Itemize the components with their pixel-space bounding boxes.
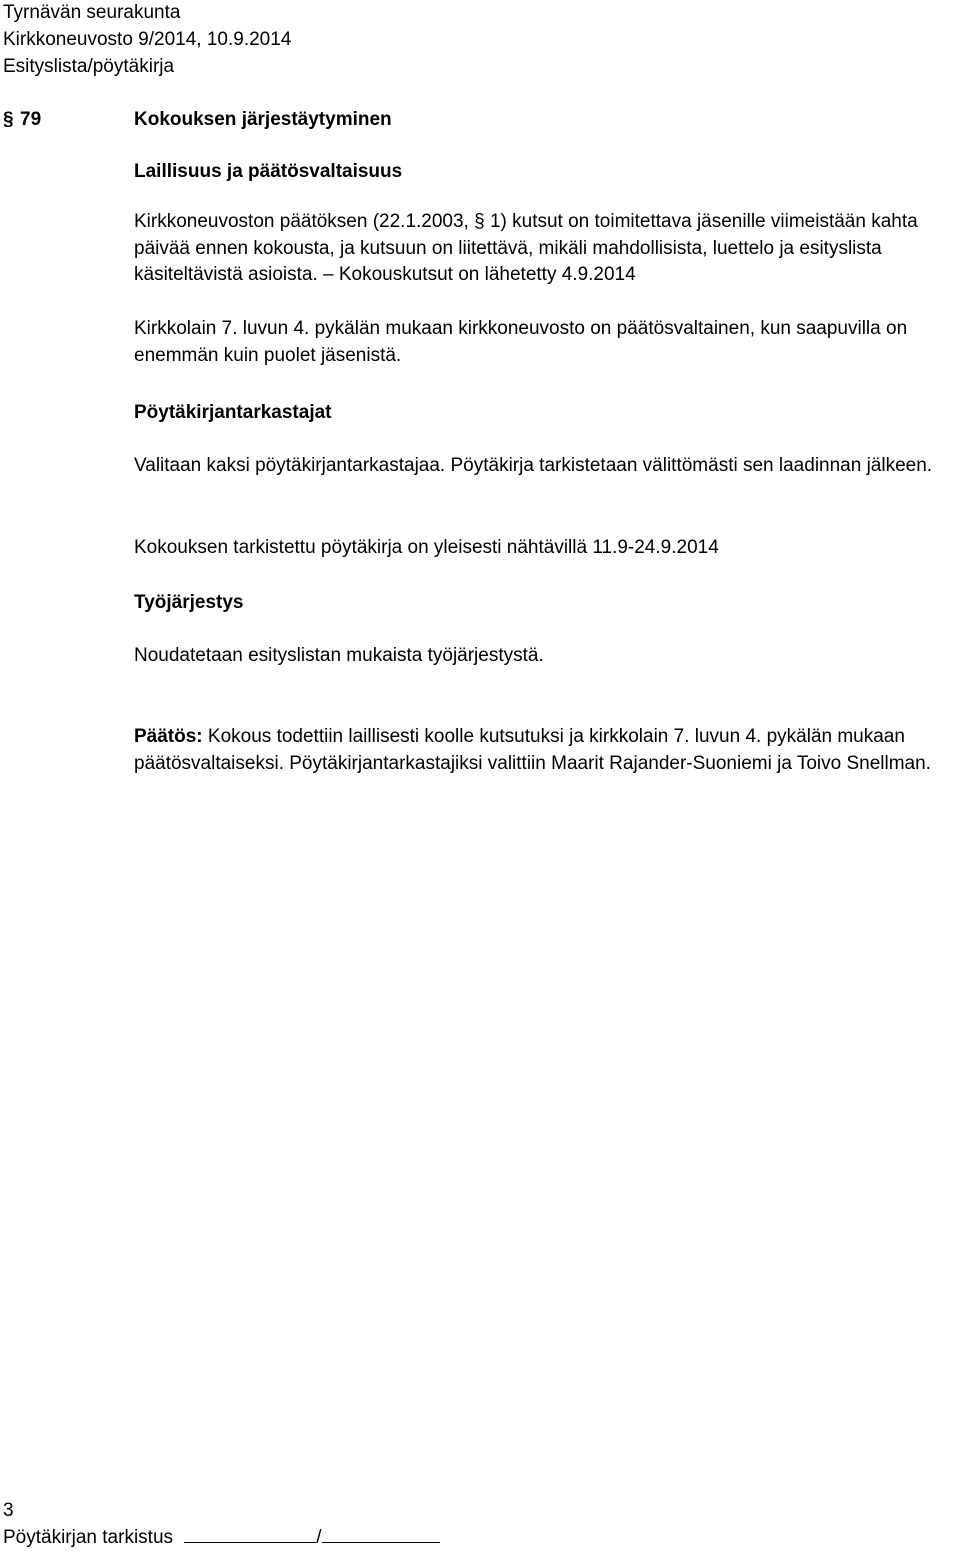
legality-paragraph-1: Kirkkoneuvoston päätöksen (22.1.2003, § 1) kutsut on toimitettava jäsenille viimeistään kahta päivää ennen kokousta, ja kutsuun on liitettävä, mikäli mahdollisista, luettelo ja esityslista käsiteltävistä asioista. – Kokouskutsut on lähetetty 4.9.2014	[134, 211, 918, 285]
meeting-info: Kirkkoneuvosto 9/2014, 10.9.2014	[3, 29, 292, 50]
section-title: Kokouksen järjestäytyminen	[134, 109, 392, 130]
review-label: Pöytäkirjan tarkistus	[3, 1527, 174, 1548]
legality-paragraph-2: Kirkkolain 7. luvun 4. pykälän mukaan kirkkoneuvosto on päätösvaltainen, kun saapuvilla on enemmän kuin puolet jäsenistä.	[134, 318, 908, 366]
reviewers-heading: Pöytäkirjantarkastajat	[134, 402, 332, 423]
section-symbol: §	[3, 109, 14, 130]
signature-blank-2	[322, 1524, 440, 1543]
legality-heading: Laillisuus ja päätösvaltaisuus	[134, 161, 403, 182]
decision-label: Päätös:	[134, 726, 203, 747]
section-number: 79	[20, 109, 42, 130]
signature-blank-1	[184, 1524, 316, 1543]
agenda-heading: Työjärjestys	[134, 592, 244, 613]
organization-name: Tyrnävän seurakunta	[3, 2, 181, 23]
agenda-paragraph: Noudatetaan esityslistan mukaista työjärjestystä.	[134, 645, 544, 666]
reviewers-paragraph-2: Kokouksen tarkistettu pöytäkirja on yleisesti nähtävillä 11.9-24.9.2014	[134, 537, 719, 558]
reviewers-paragraph-1: Valitaan kaksi pöytäkirjantarkastajaa. Pöytäkirja tarkistetaan välittömästi sen laadinnan jälkeen.	[134, 455, 933, 476]
decision-paragraph	[134, 724, 960, 777]
document-type: Esityslista/pöytäkirja	[3, 56, 175, 77]
decision-text: Kokous todettiin laillisesti koolle kutsutuksi ja kirkkolain 7. luvun 4. pykälän mukaan päätösvaltaiseksi. Pöytäkirjantarkastajiksi valittiin Maarit Rajander-Suoniemi ja Toivo Snellman.	[134, 726, 931, 774]
signature-separator: /	[316, 1527, 322, 1548]
review-signature-line	[3, 1524, 440, 1551]
page-number: 3	[3, 1500, 14, 1521]
